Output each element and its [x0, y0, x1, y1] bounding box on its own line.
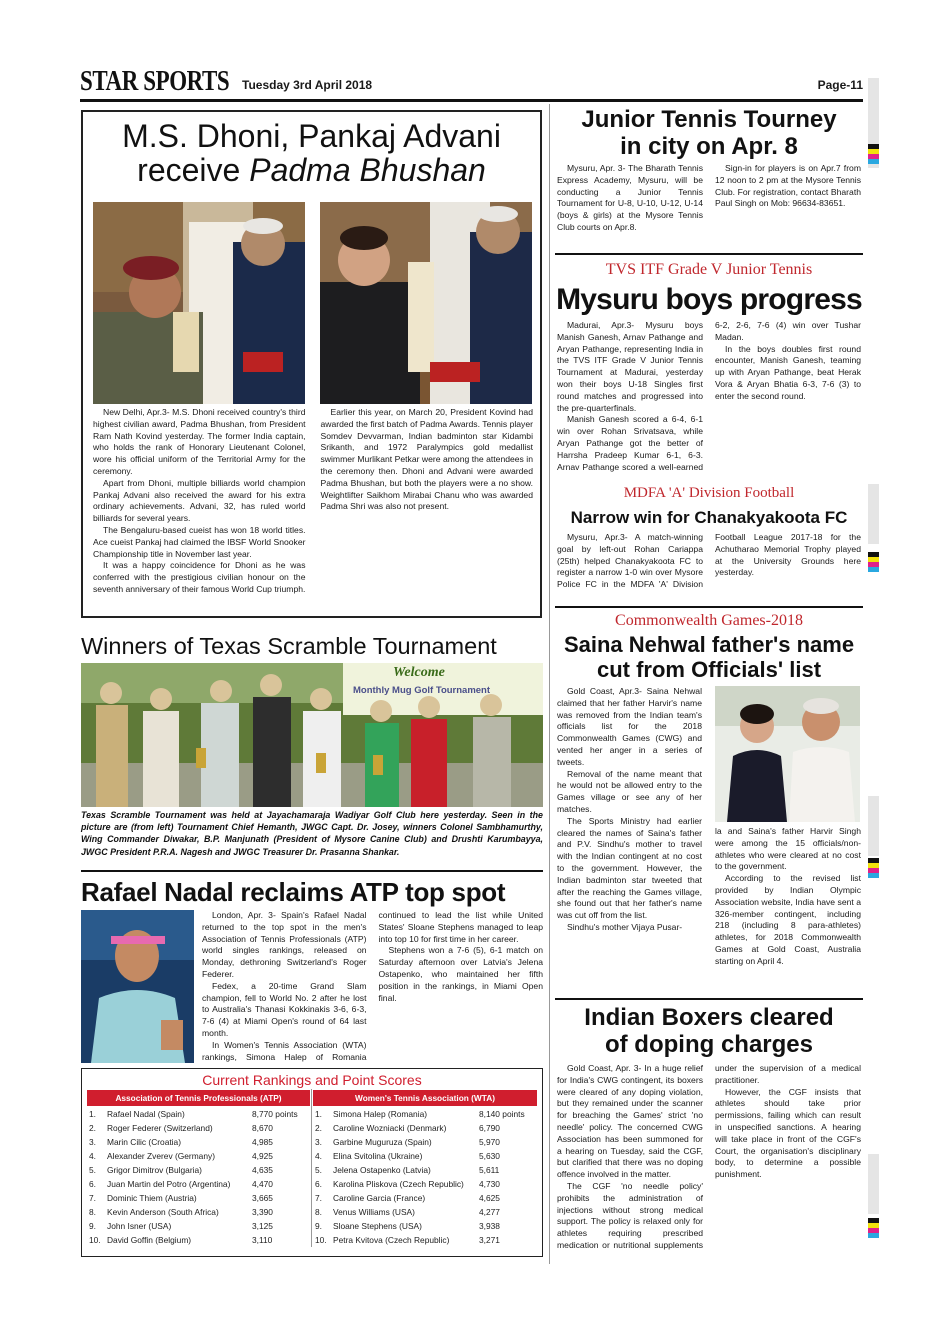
atp-column	[86, 1089, 312, 1247]
texas-caption: Texas Scramble Tournament was held at Jayachamaraja Wadiyar Golf Club here yesterday. Seen in the picture are (from left) Tournament Chief Hemanth, JWGC Capt. Dr. Josey, winners Colonel Sambhamurthy, Wing Commander Diwakar, B.P. Manjunath (President of Mysore Canine Club) and Drushti Karumbayya, JWGC President P.R.A. Nagesh and JWGC Treasurer Dr. Prasanna Shankar.	[81, 810, 543, 857]
atp-ranking-row	[86, 1191, 311, 1205]
atp-points: 4,925	[252, 1151, 273, 1161]
boxers-para: The CGF 'no needle policy' prohibits the administration of injections without strong medical support. The policy is relaxed only for athletes requiring prescribed medication or nutritional supplements under the supervision of a medical practitioner.	[557, 1063, 861, 1250]
color-swatches	[868, 552, 879, 572]
atp-ranking-row	[86, 1219, 311, 1233]
wta-ranking-row	[312, 1121, 538, 1135]
saina-para: Sindhu's mother Vijaya Pusar-	[567, 921, 683, 932]
atp-rank: 1.	[89, 1109, 96, 1119]
junior-body	[557, 163, 861, 247]
wta-name: Jelena Ostapenko (Latvia)	[333, 1165, 431, 1175]
masthead-logo: STAR SPORTS	[80, 66, 230, 97]
wta-ranking-row	[312, 1177, 538, 1191]
wta-rank: 6.	[315, 1179, 322, 1189]
dhoni-para: The Bengaluru-based cueist has won 18 world titles. Ace cueist Pankaj had claimed the IBSF World Snooker Championship title in November last year.	[93, 524, 306, 559]
color-swatches	[868, 144, 879, 164]
atp-rank: 5.	[89, 1165, 96, 1175]
atp-table	[86, 1107, 311, 1247]
dhoni-article	[81, 110, 542, 618]
atp-name: John Isner (USA)	[107, 1221, 172, 1231]
wta-rank: 7.	[315, 1193, 322, 1203]
column-divider	[549, 104, 550, 1264]
texas-group-photo	[81, 663, 543, 807]
tvs-para: Manish Ganesh scored a 6-4, 6-1 win over Rohan Srivatsava, while Aryan Pathange got the better of Harrsha Pradeep Kumar 6-1, 6-3. Arnav Pathange scored a well-earned 6-2, 2-6, 7-6 (4) win over Tushar Madan.	[557, 320, 861, 472]
page-number: Page-11	[817, 78, 863, 92]
tvs-para: Madurai, Apr.3- Mysuru boys Manish Ganesh, Arnav Pathange and Aryan Pathange, representing India in the TVS ITF Grade V Junior Tennis Tournament at Madurai, yesterday won their boys U-18 Singles first round matches and progressed into the pre-quarterfinals.	[557, 320, 703, 413]
wta-name: Sloane Stephens (USA)	[333, 1221, 422, 1231]
wta-rank: 2.	[315, 1123, 322, 1133]
atp-points: 8,770 points	[252, 1109, 298, 1119]
mdfa-rule	[555, 606, 863, 608]
atp-rank: 9.	[89, 1221, 96, 1231]
mdfa-kicker: MDFA 'A' Division Football	[623, 485, 795, 501]
advani-photo	[320, 202, 532, 404]
wta-name: Garbine Muguruza (Spain)	[333, 1137, 432, 1147]
masthead-rule	[80, 99, 863, 102]
atp-ranking-row	[86, 1205, 311, 1219]
boxers-headline-line1: Indian Boxers cleared	[584, 1004, 834, 1031]
dhoni-headline-line2	[83, 151, 540, 188]
atp-ranking-row	[86, 1149, 311, 1163]
wta-ranking-row	[312, 1163, 538, 1177]
saina-photo	[715, 686, 860, 822]
atp-ranking-row	[86, 1163, 311, 1177]
wta-name: Elina Svitolina (Ukraine)	[333, 1151, 423, 1161]
registration-bar	[868, 796, 879, 856]
nadal-para: London, Apr. 3- Spain's Rafael Nadal returned to the top spot in the men's Association of Tennis Professionals (ATP) world singles rankings, released on Monday, dethroning Switzerland's Roger Federer.	[202, 910, 367, 979]
boxers-body	[557, 1063, 861, 1263]
wta-points: 8,140 points	[479, 1109, 525, 1119]
atp-points: 4,470	[252, 1179, 273, 1189]
atp-name: Grigor Dimitrov (Bulgaria)	[107, 1165, 202, 1175]
saina-para: According to the revised list provided by Indian Olympic Association website, India have sent a 326-member contingent, including 218 (including 8 para-athletes) athletes, for 2018 Commonwealth Games at Gold Coast, Australia starting on April 4.	[715, 873, 861, 966]
wta-points: 4,277	[479, 1207, 500, 1217]
wta-table	[312, 1107, 538, 1247]
wta-rank: 5.	[315, 1165, 322, 1175]
dhoni-para: It was a happy coincidence for Dhoni as he was conferred with the prestigious civilian honour on the seventh anniversary of their famous World Cup triumph.	[93, 560, 306, 594]
wta-points: 3,938	[479, 1221, 500, 1231]
wta-header: Women's Tennis Association (WTA)	[312, 1089, 538, 1107]
rankings-title: Current Rankings and Point Scores	[202, 1072, 422, 1088]
wta-points: 4,625	[479, 1193, 500, 1203]
wta-ranking-row	[312, 1205, 538, 1219]
texas-headline: Winners of Texas Scramble Tournament	[81, 633, 497, 659]
wta-rank: 8.	[315, 1207, 322, 1217]
dhoni-para: New Delhi, Apr.3- M.S. Dhoni received country's third highest civilian award, Padma Bhushan, from President Ram Nath Kovind yesterday. The former India captain, who holds the rank of Honorary Lieutenant Colonel, wore his official uniform of the Territorial Army for the ceremony.	[93, 407, 306, 476]
wta-name: Caroline Wozniacki (Denmark)	[333, 1123, 447, 1133]
saina-para: Gold Coast, Apr.3- Saina Nehwal claimed that her father Harvir's name was removed from the Indian team's officials list for the 2018 Commonwealth Games (CWG) and vented her anger in a series of tweets.	[557, 686, 702, 767]
wta-ranking-row	[312, 1191, 538, 1205]
wta-points: 4,730	[479, 1179, 500, 1189]
texas-banner-welcome: Welcome	[393, 665, 445, 680]
texas-banner-sub: Monthly Mug Golf Tournament	[353, 685, 491, 696]
wta-points: 5,630	[479, 1151, 500, 1161]
wta-column	[312, 1089, 538, 1247]
dhoni-headline	[83, 120, 540, 187]
wta-ranking-row	[312, 1219, 538, 1233]
nadal-para: In Women's Tennis Association (WTA) rankings, Simona Halep of Romania continued to lead the list while United States' Sloane Stephens managed to leap into top 10 for first time in her career.	[202, 910, 543, 1062]
saina-body-right	[715, 826, 861, 998]
saina-para: Removal of the name meant that he would not be allowed entry to the Games village or see any of her matches.	[557, 768, 702, 814]
junior-headline	[555, 106, 863, 160]
wta-points: 5,611	[479, 1165, 500, 1175]
atp-name: Marin Cilic (Croatia)	[107, 1137, 181, 1147]
wta-rank: 1.	[315, 1109, 322, 1119]
dhoni-para: Apart from Dhoni, multiple billiards world champion Pankaj Advani also received the award for his extra ordinary achievements. Advani, 32, has ruled world billiards for several years.	[93, 477, 306, 524]
wta-ranking-row	[312, 1107, 538, 1121]
saina-headline	[555, 632, 863, 682]
atp-rank: 8.	[89, 1207, 96, 1217]
tvs-kicker: TVS ITF Grade V Junior Tennis	[605, 261, 813, 278]
dhoni-para: Earlier this year, on March 20, President Kovind had awarded the first batch of Padma Awards. Tennis player Somdev Devvarman, Indian badminton star Kidambi Srikanth, and 1972 Paralympics gold medallist swimmer Murlikant Petkar were among the attendees in the ceremony then. Dhoni and Advani were awarded Padma Bhushan, but both the players were a no show. Weightlifter Saikhom Mirabai Chanu who was awarded Padma Shri was also not present.	[320, 407, 533, 512]
junior-headline-line1: Junior Tennis Tourney	[581, 106, 837, 133]
atp-name: Roger Federer (Switzerland)	[107, 1123, 213, 1133]
atp-ranking-row	[86, 1177, 311, 1191]
texas-rule	[81, 870, 543, 872]
atp-rank: 4.	[89, 1151, 96, 1161]
atp-name: Alexander Zverev (Germany)	[107, 1151, 215, 1161]
wta-ranking-row	[312, 1135, 538, 1149]
nadal-headline: Rafael Nadal reclaims ATP top spot	[81, 877, 506, 907]
nadal-body	[202, 910, 543, 1065]
wta-points: 5,970	[479, 1137, 500, 1147]
wta-name: Petra Kvitova (Czech Republic)	[333, 1235, 450, 1245]
nadal-photo	[81, 910, 194, 1063]
registration-bar	[868, 1154, 879, 1214]
wta-points: 6,790	[479, 1123, 500, 1133]
wta-rank: 3.	[315, 1137, 322, 1147]
atp-points: 4,985	[252, 1137, 273, 1147]
saina-body-left	[557, 686, 702, 998]
atp-name: Juan Martin del Potro (Argentina)	[107, 1179, 231, 1189]
atp-name: Kevin Anderson (South Africa)	[107, 1207, 219, 1217]
wta-name: Simona Halep (Romania)	[333, 1109, 428, 1119]
junior-rule	[555, 253, 863, 255]
rankings-columns	[86, 1089, 538, 1247]
dhoni-headline-line1: M.S. Dhoni, Pankaj Advani	[122, 118, 501, 154]
mdfa-para: Mysuru, Apr.3- A match-winning goal by left-out Rohan Cariappa (25th) helped Chanakyakoota FC to register a narrow 1-0 win over Mysore Police FC in the MDFA 'A' Division Football League 2017-18 for the Achutharao Memorial Trophy played at the University Grounds here yesterday.	[557, 532, 861, 590]
nadal-para: Stephens won a 7-6 (5), 6-1 match on Saturday afternoon over Latvia's Jelena Ostapenko, who maintained her fifth position in the rankings, in Miami Open final.	[378, 945, 543, 1003]
junior-para: Sign-in for players is on Apr.7 from 12 noon to 2 pm at the Mysore Tennis Club. For registration, contact Bharath Paul Singh on Mob: 96634-83651.	[715, 163, 861, 209]
masthead	[80, 66, 863, 98]
tvs-para: In the boys doubles first round encounter, Manish Ganesh, teaming up with Aryan Pathange, beat Herak Vora & Aryan Bhatia 6-3, 7-6 (3) to enter the second round.	[715, 343, 861, 401]
dhoni-body	[93, 407, 533, 615]
boxers-headline	[555, 1004, 863, 1058]
atp-name: David Goffin (Belgium)	[107, 1235, 192, 1245]
mdfa-headline: Narrow win for Chanakyakoota FC	[570, 508, 848, 527]
junior-headline-line2: in city on Apr. 8	[620, 133, 798, 160]
rankings-box	[81, 1068, 543, 1257]
junior-para: Mysuru, Apr. 3- The Bharath Tennis Express Academy, Mysuru, will be conducting a Junior Tennis Tournament for U-8, U-10, U-12, U-14 (boys & girls) at the Mysore Tennis Club courts on Apr.8.	[557, 163, 703, 232]
tvs-body	[557, 320, 861, 475]
atp-name: Dominic Thiem (Austria)	[107, 1193, 197, 1203]
saina-headline-line2: cut from Officials' list	[596, 657, 822, 682]
registration-bar	[868, 484, 879, 544]
dhoni-headline-plain: receive	[137, 151, 241, 188]
masthead-date: Tuesday 3rd April 2018	[242, 78, 373, 92]
atp-rank: 10.	[89, 1235, 101, 1245]
saina-kicker: Commonwealth Games-2018	[615, 612, 803, 629]
atp-header: Association of Tennis Professionals (ATP)	[86, 1089, 311, 1107]
wta-name: Karolina Pliskova (Czech Republic)	[333, 1179, 464, 1189]
atp-points: 3,110	[252, 1235, 273, 1245]
wta-name: Caroline Garcia (France)	[333, 1193, 426, 1203]
saina-para: The Sports Ministry had earlier cleared the names of Saina's father and P.V. Sindhu's mother to travel with the Indian contingent at no cost to the government. However, the Indian badminton star tweeted that after the reaching the Games village, she found out that her father's name was cut off from the list.	[557, 815, 702, 921]
atp-ranking-row	[86, 1135, 311, 1149]
wta-ranking-row	[312, 1149, 538, 1163]
atp-ranking-row	[86, 1121, 311, 1135]
atp-rank: 3.	[89, 1137, 96, 1147]
atp-points: 3,390	[252, 1207, 273, 1217]
atp-points: 4,635	[252, 1165, 273, 1175]
color-swatches	[868, 858, 879, 878]
atp-points: 8,670	[252, 1123, 273, 1133]
atp-points: 3,665	[252, 1193, 273, 1203]
atp-ranking-row	[86, 1107, 311, 1121]
wta-rank: 4.	[315, 1151, 322, 1161]
tvs-headline: Mysuru boys progress	[556, 283, 862, 316]
atp-points: 3,125	[252, 1221, 273, 1231]
wta-rank: 9.	[315, 1221, 322, 1231]
mdfa-body	[557, 532, 861, 602]
boxers-para: Gold Coast, Apr. 3- In a huge relief for India's CWG contingent, its boxers were cleared of any doping violation, but they remained under the scanner for breaching the Games' strict 'no needle' policy. The concerned CWG Association has been summoned for a hearing on Tuesday, said the CGF, but clarified that there was no doping offence involved in the matter.	[557, 1063, 703, 1180]
wta-points: 3,271	[479, 1235, 500, 1245]
atp-rank: 2.	[89, 1123, 96, 1133]
atp-rank: 7.	[89, 1193, 96, 1203]
wta-name: Venus Williams (USA)	[333, 1207, 415, 1217]
wta-ranking-row	[312, 1233, 538, 1247]
atp-ranking-row	[86, 1233, 311, 1247]
atp-rank: 6.	[89, 1179, 96, 1189]
dhoni-headline-italic: Padma Bhushan	[249, 151, 486, 188]
boxers-headline-line2: of doping charges	[604, 1031, 813, 1058]
dhoni-photo	[93, 202, 305, 404]
nadal-para: Fedex, a 20-time Grand Slam champion, fell to World No. 2 after he lost to Australia's Thanasi Kokkinakis 3-6, 6-3, 7-6 (4) at Miami Open's round of 64 last month.	[202, 980, 367, 1038]
saina-para: la and Saina's father Harvir Singh were among the 15 officials/non-athletes who were cleared at no cost to the government.	[715, 826, 861, 872]
boxers-para: However, the CGF insists that athletes should take prior permissions, failing which can result in unspecified sanctions. A hearing will take place in front of the CGF's Court, the organisation's disciplinary body, to determine a possible punishment.	[715, 1086, 861, 1180]
atp-name: Rafael Nadal (Spain)	[107, 1109, 185, 1119]
saina-headline-line1: Saina Nehwal father's name	[563, 632, 855, 657]
saina-rule	[555, 998, 863, 1000]
color-swatches	[868, 1218, 879, 1238]
wta-rank: 10.	[315, 1235, 327, 1245]
